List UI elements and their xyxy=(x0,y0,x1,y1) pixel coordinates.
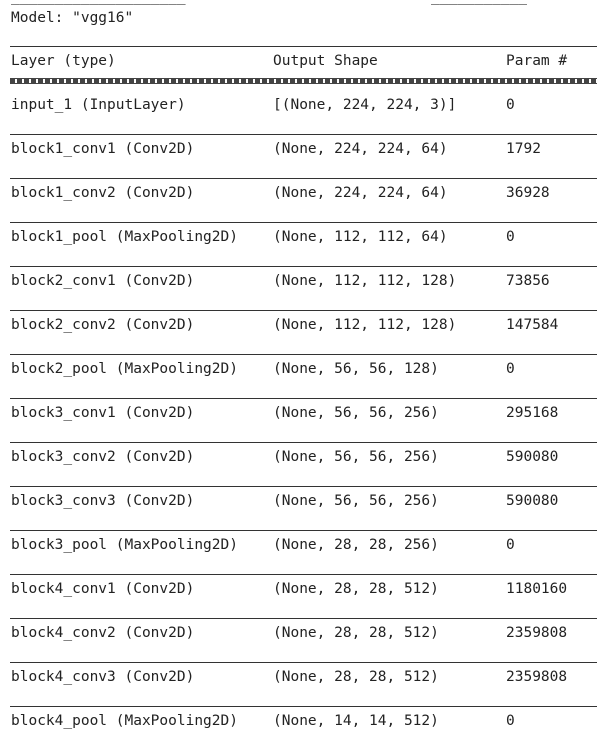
row-separator xyxy=(10,266,597,267)
row-separator xyxy=(10,574,597,575)
table-row xyxy=(0,228,612,246)
table-row xyxy=(0,492,612,510)
table-row xyxy=(0,272,612,290)
table-row xyxy=(0,712,612,730)
row-separator xyxy=(10,618,597,619)
output-shape-cell: (None, 56, 56, 128) xyxy=(273,361,439,377)
row-separator xyxy=(10,354,597,355)
param-count-cell: 0 xyxy=(506,537,515,553)
table-row xyxy=(0,316,612,334)
table-row xyxy=(0,448,612,466)
clipped-previous-output xyxy=(11,0,186,5)
row-separator xyxy=(10,398,597,399)
output-shape-cell: (None, 112, 112, 64) xyxy=(273,229,448,245)
param-count-cell: 0 xyxy=(506,97,515,113)
row-separator xyxy=(10,486,597,487)
row-separator xyxy=(10,134,597,135)
layer-name-cell: block3_conv3 (Conv2D) xyxy=(11,493,195,509)
layer-name-cell: block1_pool (MaxPooling2D) xyxy=(11,229,238,245)
layer-name-cell: block1_conv1 (Conv2D) xyxy=(11,141,195,157)
output-shape-cell: (None, 28, 28, 512) xyxy=(273,581,439,597)
param-count-cell: 0 xyxy=(506,361,515,377)
table-row xyxy=(0,580,612,598)
header-param-count: Param # xyxy=(506,53,568,69)
table-row xyxy=(0,140,612,158)
output-shape-cell: [(None, 224, 224, 3)] xyxy=(273,97,457,113)
top-rule xyxy=(10,46,597,47)
param-count-cell: 2359808 xyxy=(506,669,568,685)
header-layer-type: Layer (type) xyxy=(11,53,116,69)
layer-name-cell: block4_conv3 (Conv2D) xyxy=(11,669,195,685)
param-count-cell: 2359808 xyxy=(506,625,568,641)
row-separator xyxy=(10,222,597,223)
output-shape-cell: (None, 28, 28, 256) xyxy=(273,537,439,553)
table-row xyxy=(0,184,612,202)
param-count-cell: 590080 xyxy=(506,493,559,509)
param-count-cell: 0 xyxy=(506,713,515,729)
clipped-text-left xyxy=(11,0,186,5)
output-shape-cell: (None, 224, 224, 64) xyxy=(273,185,448,201)
header-output-shape: Output Shape xyxy=(273,53,378,69)
row-separator xyxy=(10,178,597,179)
param-count-cell: 147584 xyxy=(506,317,559,333)
model-name-line: Model: "vgg16" xyxy=(11,10,134,26)
output-shape-cell: (None, 28, 28, 512) xyxy=(273,669,439,685)
table-row xyxy=(0,536,612,554)
layer-name-cell: block3_conv2 (Conv2D) xyxy=(11,449,195,465)
table-row xyxy=(0,404,612,422)
layer-name-cell: input_1 (InputLayer) xyxy=(11,97,186,113)
param-count-cell: 73856 xyxy=(506,273,550,289)
table-header xyxy=(0,52,612,70)
table-row xyxy=(0,668,612,686)
row-separator xyxy=(10,706,597,707)
param-count-cell: 1792 xyxy=(506,141,541,157)
layer-name-cell: block4_pool (MaxPooling2D) xyxy=(11,713,238,729)
param-count-cell: 36928 xyxy=(506,185,550,201)
param-count-cell: 590080 xyxy=(506,449,559,465)
header-double-rule xyxy=(10,78,597,84)
param-count-cell: 0 xyxy=(506,229,515,245)
table-row xyxy=(0,360,612,378)
output-shape-cell: (None, 56, 56, 256) xyxy=(273,493,439,509)
layer-name-cell: block3_conv1 (Conv2D) xyxy=(11,405,195,421)
row-separator xyxy=(10,530,597,531)
output-shape-cell: (None, 56, 56, 256) xyxy=(273,405,439,421)
output-shape-cell: (None, 28, 28, 512) xyxy=(273,625,439,641)
layer-name-cell: block3_pool (MaxPooling2D) xyxy=(11,537,238,553)
row-separator xyxy=(10,442,597,443)
row-separator xyxy=(10,662,597,663)
output-shape-cell: (None, 112, 112, 128) xyxy=(273,273,457,289)
output-shape-cell: (None, 224, 224, 64) xyxy=(273,141,448,157)
output-shape-cell: (None, 14, 14, 512) xyxy=(273,713,439,729)
output-shape-cell: (None, 112, 112, 128) xyxy=(273,317,457,333)
layer-name-cell: block1_conv2 (Conv2D) xyxy=(11,185,195,201)
table-row xyxy=(0,624,612,642)
layer-name-cell: block4_conv1 (Conv2D) xyxy=(11,581,195,597)
layer-name-cell: block2_pool (MaxPooling2D) xyxy=(11,361,238,377)
layer-name-cell: block2_conv2 (Conv2D) xyxy=(11,317,195,333)
output-shape-cell: (None, 56, 56, 256) xyxy=(273,449,439,465)
param-count-cell: 295168 xyxy=(506,405,559,421)
param-count-cell: 1180160 xyxy=(506,581,568,597)
row-separator xyxy=(10,310,597,311)
layer-name-cell: block2_conv1 (Conv2D) xyxy=(11,273,195,289)
layer-name-cell: block4_conv2 (Conv2D) xyxy=(11,625,195,641)
clipped-text-right xyxy=(431,0,527,5)
table-row xyxy=(0,96,612,114)
